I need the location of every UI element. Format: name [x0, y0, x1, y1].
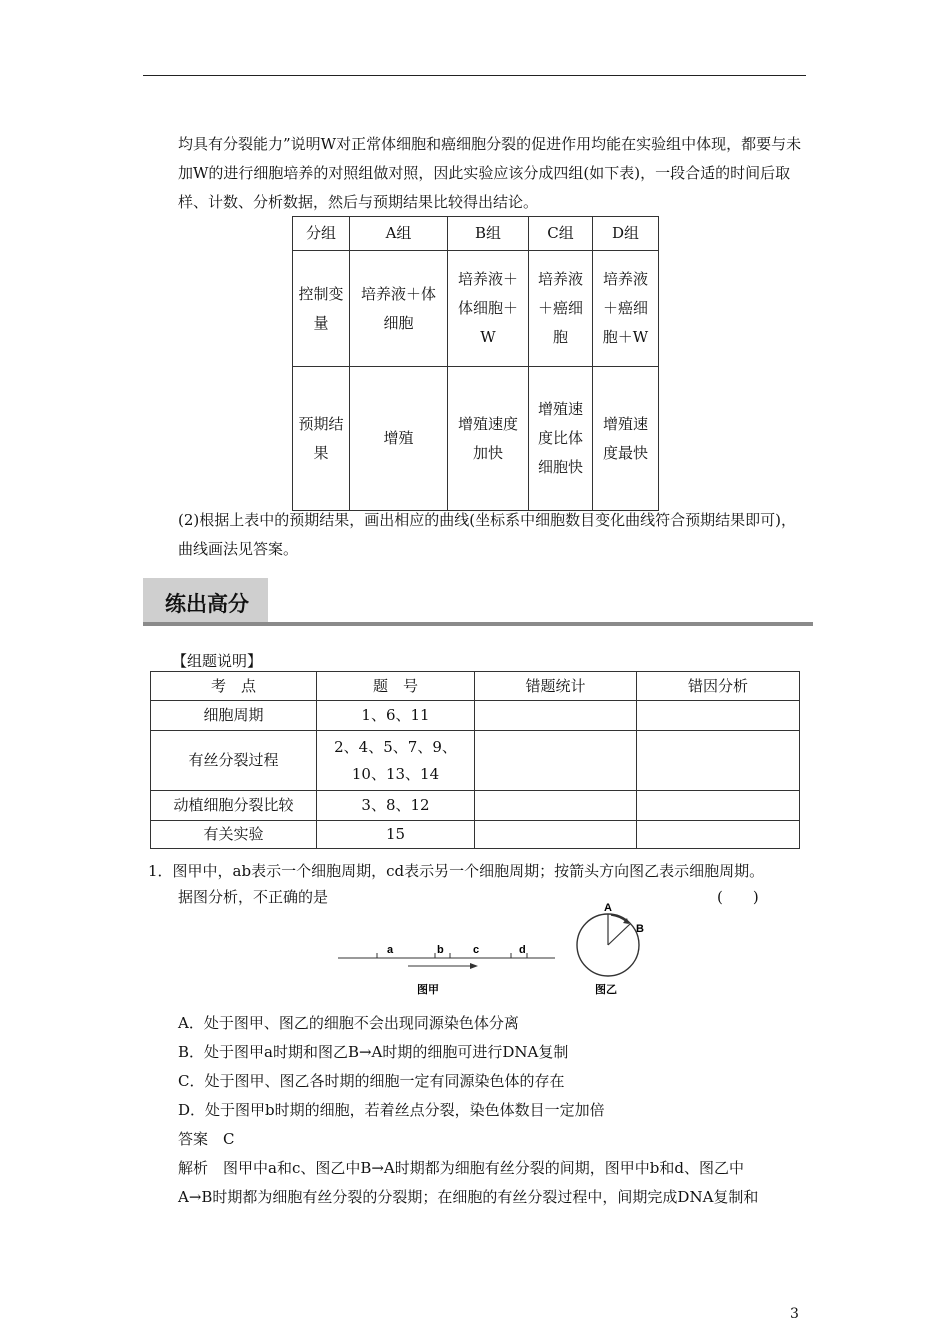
table-cell: 3、8、12 — [317, 791, 475, 821]
table-cell: 培养液＋体细胞＋W — [448, 251, 529, 367]
table-cell: 考 点 — [151, 672, 317, 701]
table-cell — [475, 791, 637, 821]
table-cell: 培养液＋体细胞 — [350, 251, 448, 367]
arrowhead-icon — [470, 963, 478, 969]
analysis-line-1: 解析 图甲中a和c、图乙中B→A时期都为细胞有丝分裂的间期，图甲中b和d、图乙中 — [178, 1159, 744, 1177]
table-row — [151, 791, 800, 821]
circle-label-a: A — [604, 902, 612, 914]
figure-caption-left: 图甲 — [417, 984, 439, 996]
table-cell: 题 号 — [317, 672, 475, 701]
table-row — [293, 251, 659, 367]
table-cell: 细胞周期 — [151, 701, 317, 731]
section-header — [143, 578, 813, 626]
table-cell: 1、6、11 — [317, 701, 475, 731]
header-rule — [143, 75, 806, 76]
table-cell: 有丝分裂过程 — [151, 731, 317, 791]
table-cell: 增殖 — [350, 367, 448, 511]
answer-line: 答案 C — [178, 1130, 235, 1148]
table-row — [151, 701, 800, 731]
answer-blank: ( ) — [717, 888, 759, 906]
group-note-label: 【组题说明】 — [172, 652, 263, 670]
table-cell: 错题统计 — [475, 672, 637, 701]
table-cell: 2、4、5、7、9、10、13、14 — [317, 731, 475, 791]
table-cell: 增殖速度比体细胞快 — [529, 367, 593, 511]
table-cell: 15 — [317, 821, 475, 849]
table-cell — [637, 791, 800, 821]
table-row — [293, 367, 659, 511]
option-a: A．处于图甲、图乙的细胞不会出现同源染色体分离 — [178, 1014, 519, 1032]
table-cell: 分组 — [293, 217, 350, 251]
table-cell — [475, 731, 637, 791]
table-row — [151, 821, 800, 849]
timeline-label-d: d — [519, 944, 526, 956]
option-c: C．处于图甲、图乙各时期的细胞一定有同源染色体的存在 — [178, 1072, 565, 1090]
table-cell: D组 — [593, 217, 659, 251]
question-prompt: 据图分析，不正确的是 — [178, 888, 329, 906]
answer-paragraph: (2)根据上表中的预期结果，画出相应的曲线(坐标系中细胞数目变化曲线符合预期结果即可)，曲线画法见答案。 — [178, 511, 796, 558]
analysis-line-2: A→B时期都为细胞有丝分裂的分裂期；在细胞的有丝分裂过程中，间期完成DNA复制和 — [178, 1188, 759, 1206]
table-cell — [637, 731, 800, 791]
experiment-table — [292, 216, 659, 511]
table-row — [151, 731, 800, 791]
table-cell: 培养液＋癌细胞 — [529, 251, 593, 367]
option-b: B．处于图甲a时期和图乙B→A时期的细胞可进行DNA复制 — [178, 1043, 569, 1061]
table-cell — [475, 701, 637, 731]
table-cell: 增殖速度加快 — [448, 367, 529, 511]
option-d: D．处于图甲b时期的细胞，若着丝点分裂，染色体数目一定加倍 — [178, 1101, 605, 1119]
table-cell: B组 — [448, 217, 529, 251]
table-cell: 增殖速度最快 — [593, 367, 659, 511]
timeline-label-a: a — [387, 944, 394, 956]
figure-caption-right: 图乙 — [595, 984, 617, 996]
page-number: 3 — [790, 1306, 799, 1322]
table-cell: 动植细胞分裂比较 — [151, 791, 317, 821]
table-cell — [637, 701, 800, 731]
table-cell: C组 — [529, 217, 593, 251]
intro-paragraph: 均具有分裂能力”说明W对正常体细胞和癌细胞分裂的促进作用均能在实验组中体现，都要与未加W的进行细胞培养的对照组做对照，因此实验应该分成四组(如下表)，一段合适的时间后取样、计数、分析数据，然后与预期结果比较得出结论。 — [178, 135, 802, 211]
table-cell: 错因分析 — [637, 672, 800, 701]
timeline-label-b: b — [437, 944, 444, 956]
table-cell — [475, 821, 637, 849]
circle-label-b: B — [636, 923, 644, 935]
table-cell: 有关实验 — [151, 821, 317, 849]
radius-line-b — [608, 924, 630, 945]
table-cell: A组 — [350, 217, 448, 251]
table-cell: 预期结果 — [293, 367, 350, 511]
table-cell: 培养液＋癌细胞＋W — [593, 251, 659, 367]
table-cell — [637, 821, 800, 849]
question-group-table — [150, 671, 800, 849]
table-header-row — [293, 217, 659, 251]
section-title: 练出高分 — [165, 592, 249, 616]
table-cell: 控制变量 — [293, 251, 350, 367]
timeline-label-c: c — [473, 944, 480, 956]
cell-cycle-figure — [330, 900, 670, 1010]
question-stem: 1．图甲中，ab表示一个细胞周期，cd表示另一个细胞周期；按箭头方向图乙表示细胞周期。 — [148, 862, 765, 880]
table-header-row — [151, 672, 800, 701]
